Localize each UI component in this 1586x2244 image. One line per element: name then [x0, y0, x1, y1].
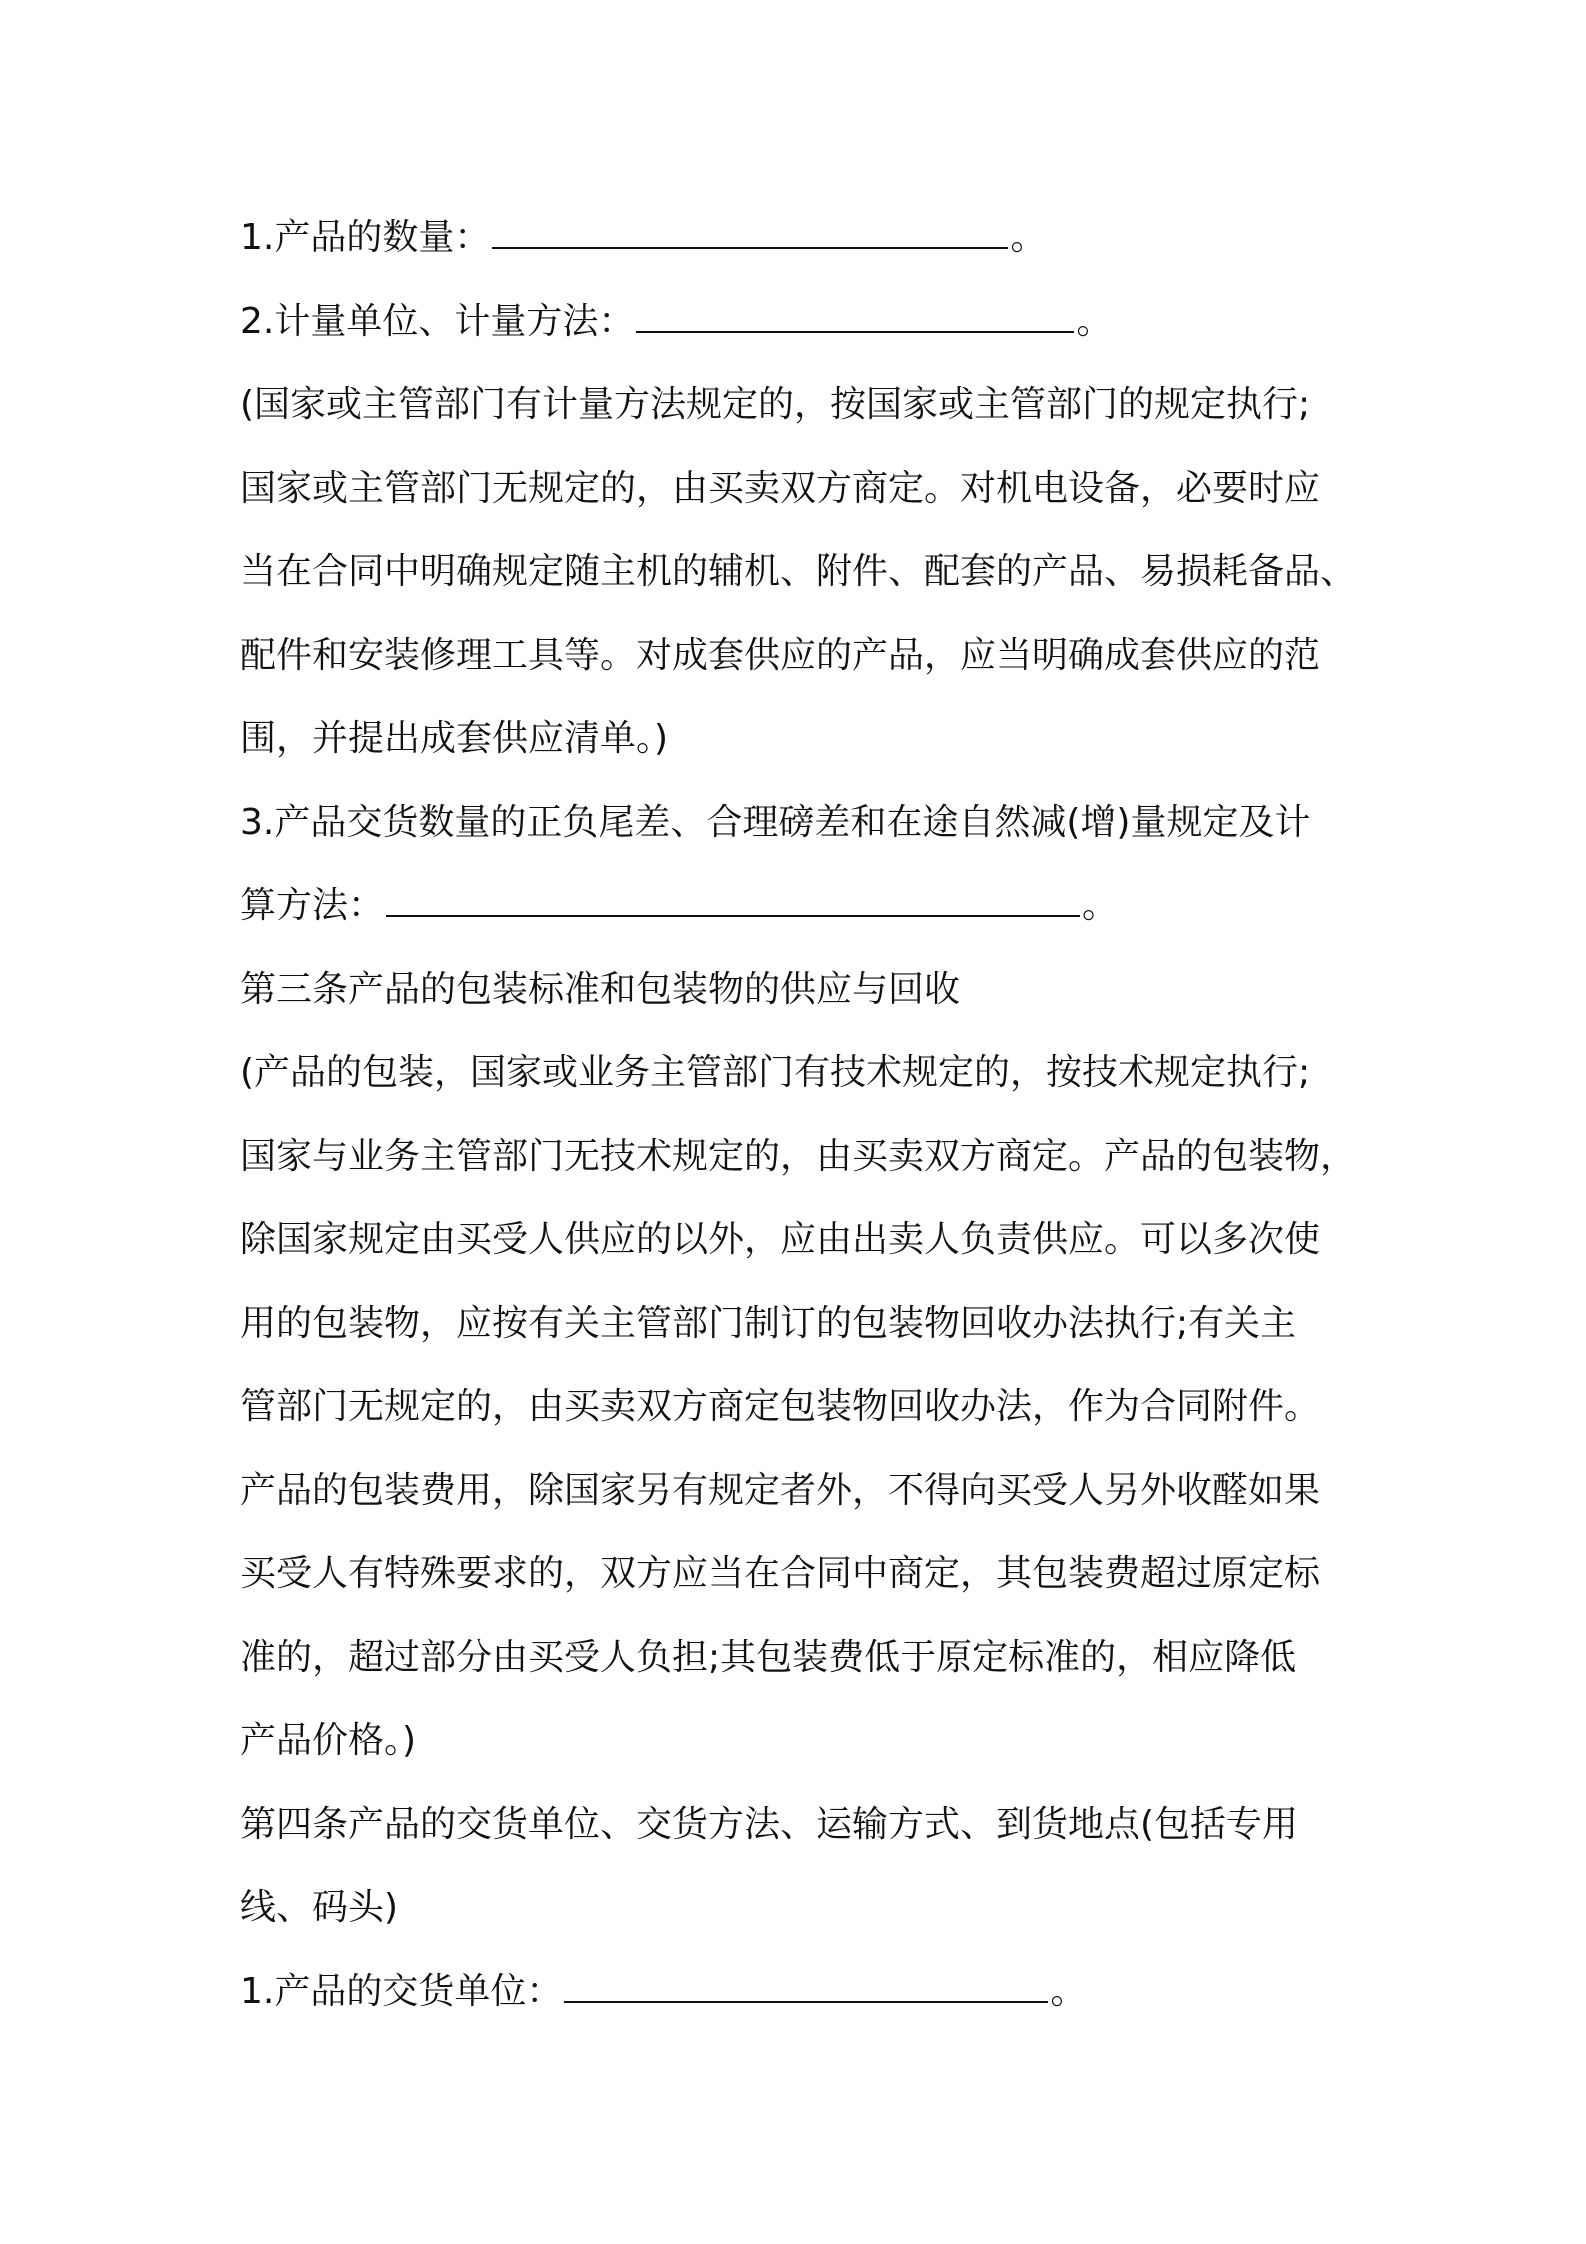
- item-quantity-suffix: 。: [1010, 217, 1047, 258]
- delivery-unit-blank: [564, 1971, 1048, 2003]
- item-tolerance-suffix: 。: [1082, 885, 1119, 926]
- note2-line: 准的，超过部分由买受人负担;其包装费低于原定标准的，相应降低: [240, 1636, 1297, 1678]
- note1-line: 当在合同中明确规定随主机的辅机、附件、配套的产品、易损耗备品、: [240, 551, 1357, 592]
- note1-line: 配件和安装修理工具等。对成套供应的产品，应当明确成套供应的范: [240, 634, 1321, 676]
- item-tolerance-line2: [240, 864, 1360, 948]
- note2-line: 产品价格。): [240, 1720, 417, 1761]
- note1-line: (国家或主管部门有计量方法规定的，按国家或主管部门的规定执行;: [240, 384, 1311, 425]
- note2-line: 产品的包装费用，除国家另有规定者外，不得向买受人另外收醛如果: [240, 1469, 1321, 1511]
- item-delivery-unit-suffix: 。: [1050, 1970, 1087, 2012]
- note2-line: (产品的包装，国家或业务主管部门有技术规定的，按技术规定执行;: [240, 1052, 1311, 1093]
- item-quantity-label: 1.产品的数量：: [240, 217, 491, 258]
- note2-line: 国家与业务主管部门无技术规定的，由买卖双方商定。产品的包装物，: [240, 1135, 1357, 1177]
- note1-line: 围，并提出成套供应清单。): [240, 718, 669, 759]
- note2-line: 买受人有特殊要求的，双方应当在合同中商定，其包装费超过原定标: [240, 1553, 1321, 1594]
- article4-title-line: 线、码头): [240, 1887, 399, 1928]
- article4-title-line: 第四条产品的交货单位、交货方法、运输方式、到货地点(包括专用: [240, 1803, 1299, 1845]
- item-unit-method: [240, 280, 1360, 364]
- quantity-blank: [492, 217, 1008, 249]
- note2-line: 用的包装物，应按有关主管部门制订的包装物回收办法执行;有关主: [240, 1302, 1297, 1344]
- unit-method-blank: [636, 301, 1074, 333]
- item-delivery-unit-label: 1.产品的交货单位：: [240, 1970, 563, 2012]
- item-tolerance-label: 算方法：: [240, 885, 385, 926]
- item-unit-method-suffix: 。: [1076, 300, 1113, 342]
- item-quantity: [240, 196, 1360, 280]
- item-delivery-unit: [240, 1950, 1360, 2034]
- note2-line: 管部门无规定的，由买卖双方商定包装物回收办法，作为合同附件。: [240, 1386, 1321, 1427]
- article3-title: 第三条产品的包装标准和包装物的供应与回收: [240, 968, 961, 1010]
- item-unit-method-label: 2.计量单位、计量方法：: [240, 300, 635, 342]
- item-tolerance-line1: 3.产品交货数量的正负尾差、合理磅差和在途自然减(增)量规定及计: [240, 801, 1311, 843]
- note2-line: 除国家规定由买受人供应的以外，应由出卖人负责供应。可以多次使: [240, 1219, 1321, 1260]
- document-body: [240, 196, 1360, 2033]
- tolerance-blank: [386, 885, 1080, 917]
- note1-line: 国家或主管部门无规定的，由买卖双方商定。对机电设备，必要时应: [240, 467, 1321, 509]
